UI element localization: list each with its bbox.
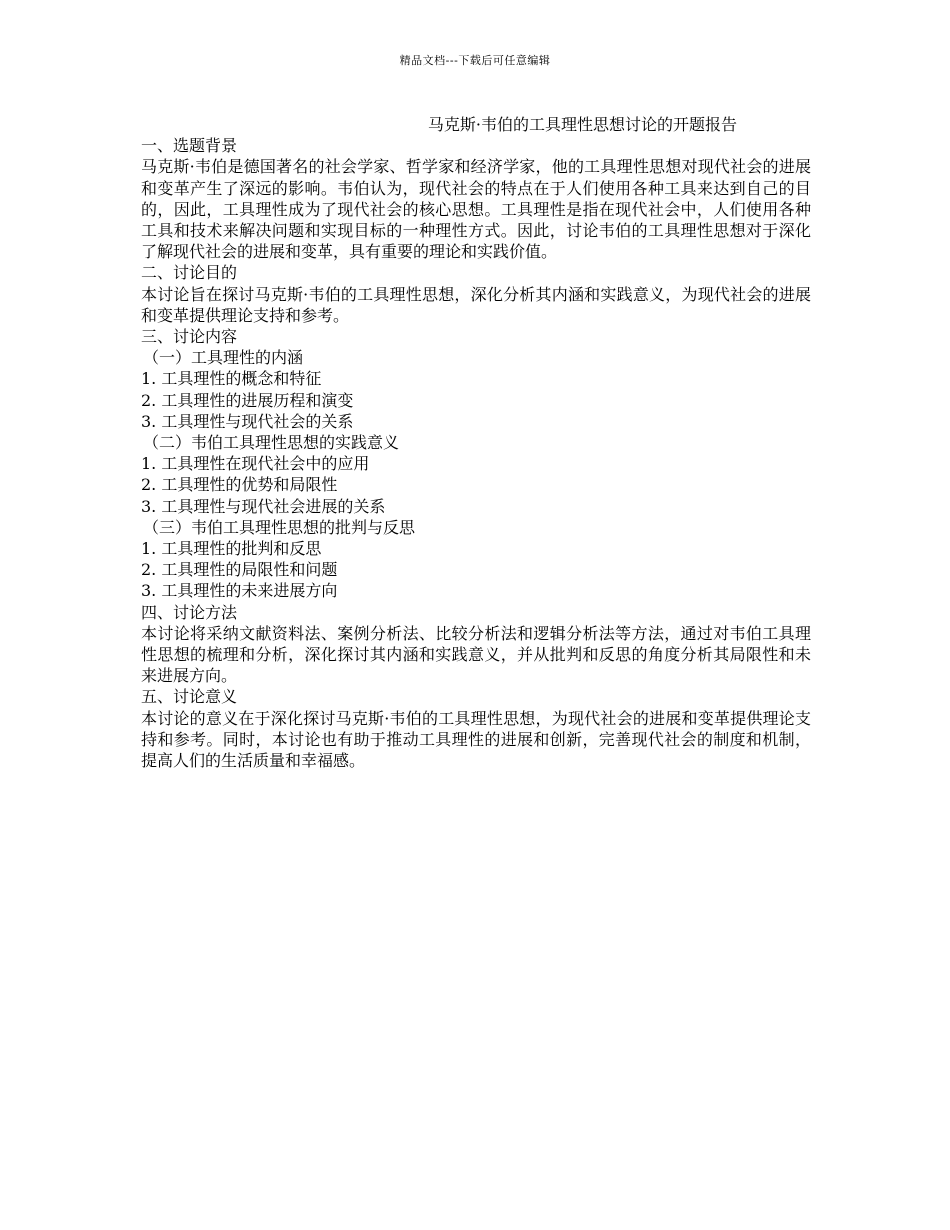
section-heading: 一、选题背景 [141,136,238,156]
document-title: 马克斯·韦伯的工具理性思想讨论的开题报告 [427,115,737,134]
section-heading: 五、讨论意义 [141,687,238,707]
section-method [141,602,811,687]
section-heading: 三、讨论内容 [141,327,238,347]
list-item: 1. 工具理性的批判和反思 [141,539,322,559]
section-paragraph: 本讨论将采纳文献资料法、案例分析法、比较分析法和逻辑分析法等方法，通过对韦伯工具理性思想的梳理和分析，深化探讨其内涵和实践意义，并从批判和反思的角度分析其局限性和未来进展方向。 [141,623,811,686]
section-purpose [141,262,811,326]
list-item: 1. 工具理性的概念和特征 [141,369,322,389]
document-body [141,114,811,771]
section-paragraph: 本讨论的意义在于深化探讨马克斯·韦伯的工具理性思想，为现代社会的进展和变革提供理论支持和参考。同时，本讨论也有助于推动工具理性的进展和创新，完善现代社会的制度和机制，提高人们的生活质量和幸福感。 [141,708,811,771]
section-heading: 二、讨论目的 [141,263,238,283]
list-item: 2. 工具理性的局限性和问题 [141,560,338,580]
section-heading: 四、讨论方法 [141,602,238,622]
subsection-practice [141,432,811,517]
list-item: 3. 工具理性的未来进展方向 [141,581,338,601]
list-item: 2. 工具理性的进展历程和演变 [141,390,354,410]
header-note: 精品文档---下载后可任意编辑 [399,54,551,67]
subsection-heading: （二）韦伯工具理性思想的实践意义 [143,433,400,453]
subsection-heading: （一）工具理性的内涵 [143,348,304,368]
section-paragraph: 本讨论旨在探讨马克斯·韦伯的工具理性思想，深化分析其内涵和实践意义，为现代社会的进展和变革提供理论支持和参考。 [141,284,811,325]
subsection-critique [141,517,811,602]
list-item: 3. 工具理性与现代社会进展的关系 [141,496,386,516]
section-content [141,326,811,602]
subsection-heading: （三）韦伯工具理性思想的批判与反思 [143,517,416,537]
subsection-connotation [141,347,811,432]
list-item: 1. 工具理性在现代社会中的应用 [141,454,370,474]
section-paragraph: 马克斯·韦伯是德国著名的社会学家、哲学家和经济学家，他的工具理性思想对现代社会的进展和变革产生了深远的影响。韦伯认为，现代社会的特点在于人们使用各种工具来达到自己的目的，因此，工具理性成为了现代社会的核心思想。工具理性是指在现代社会中，人们使用各种工具和技术来解决问题和实现目标的一种理性方式。因此，讨论韦伯的工具理性思想对于深化了解现代社会的进展和变革，具有重要的理论和实践价值。 [141,157,811,262]
list-item: 2. 工具理性的优势和局限性 [141,475,338,495]
section-significance [141,686,811,771]
section-background [141,135,811,262]
list-item: 3. 工具理性与现代社会的关系 [141,411,354,431]
